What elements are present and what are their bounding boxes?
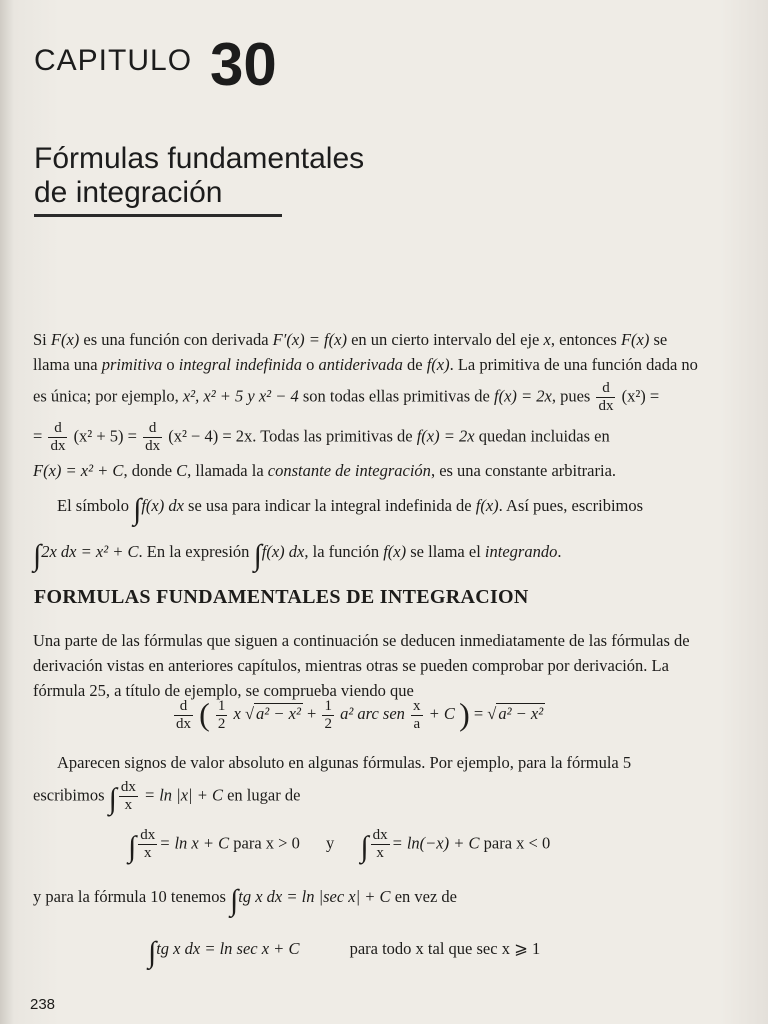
intro-paragraph [33, 327, 751, 571]
page-number: 238 [30, 996, 56, 1013]
chapter-title [34, 142, 364, 210]
chapter-title-line-1: Fórmulas fundamentales [34, 142, 365, 175]
radicand: a² − x² [256, 704, 301, 723]
integral-sign: ∫ [148, 936, 157, 969]
derivative-fraction: $\frac{d}{dx}$ [598, 380, 614, 414]
intro-line-2: llama una primitiva o integral indefinida o antiderivada de f(x). La primitiva de una función dada no [33, 355, 698, 374]
section-p2-line-1: Aparecen signos de valor absoluto en algunas fórmulas. Por ejemplo, para la fórmula 5 [57, 753, 632, 772]
intro-line-6: El símbolo ∫f(x) dx se usa para indicar la integral indefinida de f(x). Así pues, escribimos [57, 493, 644, 526]
radicand: a² − x² [498, 704, 544, 723]
section-p1-line-3: fórmula 25, a título de ejemplo, se comprueba viendo que [33, 681, 414, 700]
section-paragraph-1 [33, 628, 751, 703]
chapter-number: 30 [210, 31, 277, 98]
integral-sign: ∫ [108, 782, 117, 816]
section-p1-line-2: derivación vistas en anteriores capítulos, mientras otras se pueden comprobar por derivación. La [33, 656, 669, 675]
section-heading: FORMULAS FUNDAMENTALES DE INTEGRACION [34, 586, 529, 608]
chapter-label: CAPITULO [34, 44, 193, 77]
section-p1-line-1: Una parte de las fórmulas que siguen a continuación se deducen inmediatamente de las fórmulas de [33, 631, 690, 650]
section-paragraph-2 [33, 750, 751, 814]
section-p2-line-2: escribimos ∫ $\frac{dx}{x}$ = ln |x| + C en lugar de [33, 779, 301, 816]
integral-sign: ∫ [33, 539, 42, 572]
equation-derivative-check: $\frac{d}{dx}$ ( $\frac{1}{2}$ x √ a² − x² + $\frac{1}{2}$ a² arc sen $\frac{x}{a}$ + C ) = √ a² − x² [176, 696, 544, 732]
integral-sign: ∫ [230, 884, 239, 917]
derivative-fraction: $\frac{d}{dx}$ [50, 420, 66, 454]
section-paragraph-3 [33, 884, 751, 916]
title-underline [34, 214, 282, 217]
equation-tangent: ∫tg x dx = ln sec x + C para todo x tal que sec x ⩾ 1 [148, 936, 541, 969]
intro-line-4: = $\frac{d}{dx}$ (x² + 5) = $\frac{d}{dx}$ (x² − 4) = 2x. Todas las primitivas de f(x) = 2x quedan incluidas en [33, 420, 610, 454]
integral-sign: ∫ [133, 493, 142, 526]
intro-line-5: F(x) = x² + C, donde C, llamada la constante de integración, es una constante arbitraria. [33, 461, 617, 480]
chapter-title-line-2: de integración [34, 176, 223, 209]
intro-line-7: ∫2x dx = x² + C. En la expresión ∫f(x) dx, la función f(x) se llama el integrando. [33, 539, 562, 572]
section-p3-line: y para la fórmula 10 tenemos ∫tg x dx = ln |sec x| + C en vez de [33, 884, 457, 917]
intro-line-1: Si F(x) es una función con derivada F′(x) = f(x) en un cierto intervalo del eje x, entonces F(x) se [33, 330, 668, 349]
integral-sign: ∫ [128, 830, 137, 864]
integral-sign: ∫ [360, 830, 369, 864]
derivative-fraction: $\frac{d}{dx}$ [145, 420, 161, 454]
equation-log-cases: ∫ $\frac{dx}{x}$ = ln x + C para x > 0 y ∫ $\frac{dx}{x}$ = ln(−x) + C para x < 0 [128, 827, 551, 864]
integral-sign: ∫ [253, 539, 262, 572]
intro-line-3: es única; por ejemplo, x², x² + 5 y x² − 4 son todas ellas primitivas de f(x) = 2x, pues $\frac{d}{dx}$ (x²) = [33, 380, 660, 414]
